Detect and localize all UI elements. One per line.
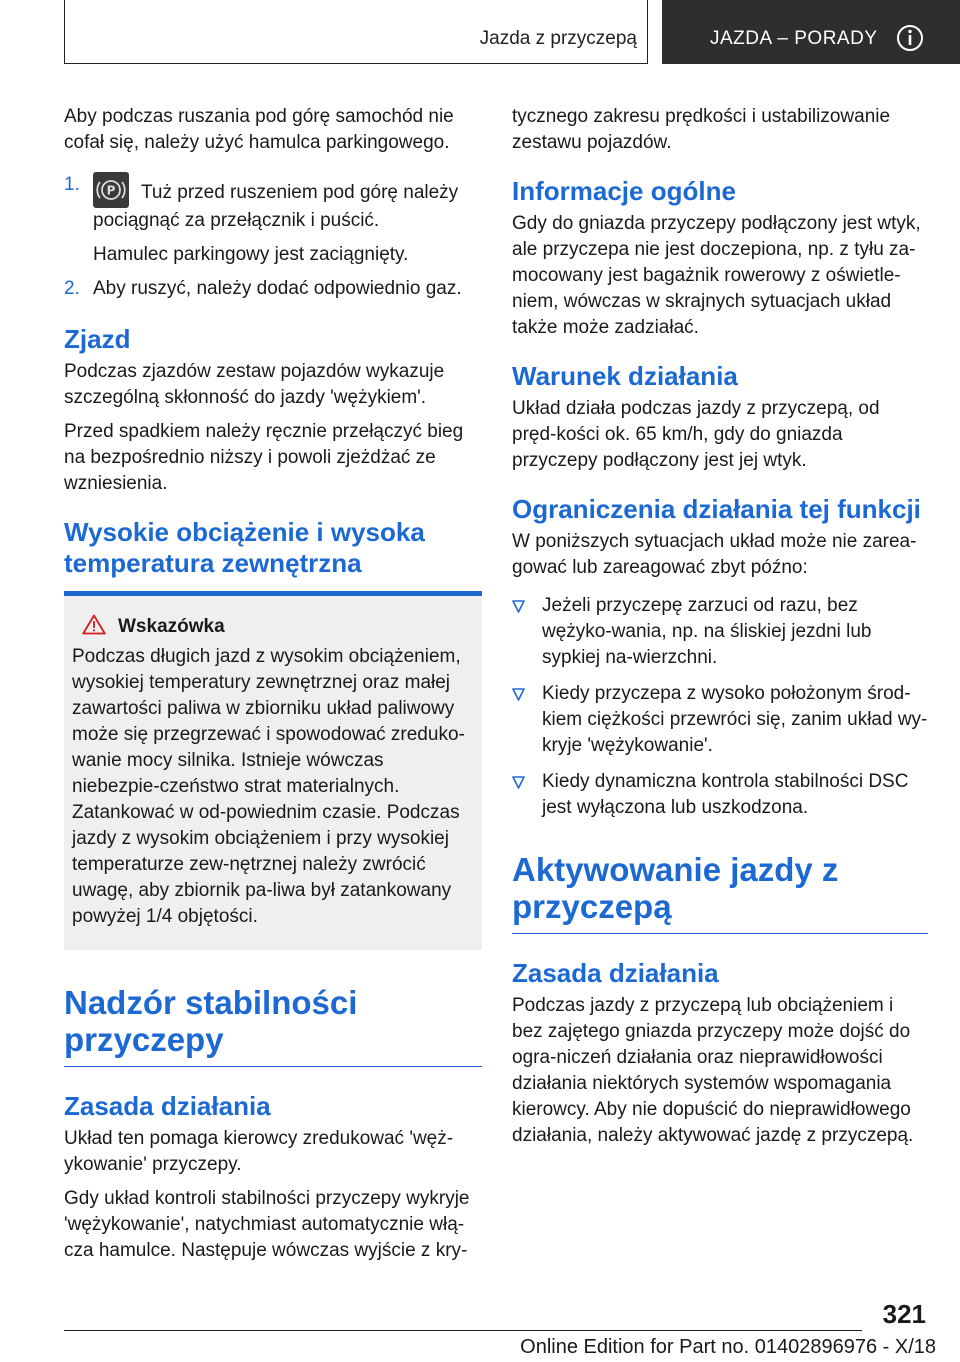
header-chapter-title: JAZDA – PORADY bbox=[710, 28, 878, 49]
list-item bbox=[512, 769, 928, 821]
info-icon bbox=[896, 24, 924, 52]
step-text: Tuż przed ruszeniem pod górę należy pociągnąć za przełącznik i puścić. bbox=[93, 182, 459, 231]
list-item-text: Kiedy dynamiczna kontrola stabilności DSC jest wyłączona lub uszkodzona. bbox=[542, 771, 909, 818]
header-box bbox=[64, 0, 648, 64]
warning-triangle-icon bbox=[82, 614, 106, 635]
header-section-title: Jazda z przyczepą bbox=[479, 28, 637, 49]
step-number: 2. bbox=[64, 278, 80, 299]
heading-stability: Nadzór stabilności przyczepy bbox=[64, 984, 482, 1067]
list-item bbox=[512, 593, 928, 671]
left-column bbox=[64, 104, 482, 1272]
list-item-text: Jeżeli przyczepę zarzuci od razu, bez wężyko-wania, np. na śliskiej jezdni lub sypkiej na-wierzchni. bbox=[542, 595, 872, 668]
principle-paragraph-2: Gdy układ kontroli stabilności przyczepy wykryje 'wężykowanie', natychmiast automatycznie włą-cza hamulce. Następuje wówczas wyjście z kry- bbox=[64, 1188, 470, 1261]
list-item bbox=[512, 681, 928, 759]
heading-general: Informacje ogólne bbox=[512, 176, 736, 206]
note-title: Wskazówka bbox=[118, 616, 225, 637]
warning-note bbox=[64, 596, 482, 950]
footer-divider bbox=[64, 1330, 862, 1331]
intro-paragraph: Aby podczas ruszania pod górę samochód nie cofał się, należy użyć hamulca parkingowego. bbox=[64, 106, 454, 153]
right-column bbox=[512, 104, 928, 1157]
triangle-bullet-icon bbox=[512, 600, 525, 613]
step-number: 1. bbox=[64, 174, 80, 195]
condition-paragraph: Układ działa podczas jazdy z przyczepą, od pręd-kości ok. 65 km/h, gdy do gniazda przyczepy podłączony jest jej wtyk. bbox=[512, 398, 880, 471]
heading-limits: Ograniczenia działania tej funkcji bbox=[512, 494, 921, 524]
triangle-bullet-icon bbox=[512, 776, 525, 789]
heading-high-load: Wysokie obciążenie i wysoka temperatura zewnętrzna bbox=[64, 517, 482, 596]
step-1-result: Hamulec parkingowy jest zaciągnięty. bbox=[93, 244, 409, 265]
zjazd-paragraph-1: Podczas zjazdów zestaw pojazdów wykazuje szczególną skłonność do jazdy 'wężykiem'. bbox=[64, 361, 445, 408]
step-text: Aby ruszyć, należy dodać odpowiednio gaz. bbox=[93, 278, 462, 299]
limits-paragraph: W poniższych sytuacjach układ może nie zarea-gować lub zareagować zbyt późno: bbox=[512, 531, 917, 578]
step-1 bbox=[64, 172, 482, 234]
heading-activate-trailer: Aktywowanie jazdy z przyczepą bbox=[512, 851, 928, 934]
svg-text:P: P bbox=[106, 183, 116, 198]
header-chapter-tab bbox=[662, 0, 960, 64]
note-header bbox=[72, 614, 474, 640]
general-paragraph: Gdy do gniazda przyczepy podłączony jest wtyk, ale przyczepa nie jest doczepiona, np. z tyłu za-mocowany jest bagażnik rowerowy z oświetle-niem, wówczas w skrajnych sytuacjach układ także może zadziałać. bbox=[512, 213, 921, 338]
list-item-text: Kiedy przyczepa z wysoko położonym środ-kiem ciężkości przewróci się, zanim układ wy-kryje 'wężykowanie'. bbox=[542, 683, 928, 756]
heading-principle-2: Zasada działania bbox=[512, 958, 719, 988]
note-text: Podczas długich jazd z wysokim obciążeniem, wysokiej temperatury zewnętrznej oraz małej zawartości paliwa w zbiorniku układ paliwowy może się przegrzewać i spowodować zreduko-wanie mocy silnika. Istnieje wówczas niebezpie-czeństwo strat materialnych. Zatankować w od-powiednim czasie. Podczas jazdy z wysokim obciążeniem i przy wysokiej temperaturze zew-nętrznej należy zwrócić uwagę, aby zbiornik pa-liwa był zatankowany powyżej 1/4 objętości. bbox=[72, 646, 465, 927]
triangle-bullet-icon bbox=[512, 688, 525, 701]
heading-zjazd: Zjazd bbox=[64, 324, 131, 354]
principle-paragraph-1: Układ ten pomaga kierowcy zredukować 'węż-ykowanie' przyczepy. bbox=[64, 1128, 454, 1175]
footer-edition: Online Edition for Part no. 01402896976 - X/18 bbox=[520, 1336, 936, 1358]
page-number: 321 bbox=[882, 1299, 926, 1329]
continued-paragraph: tycznego zakresu prędkości i ustabilizowanie zestawu pojazdów. bbox=[512, 106, 891, 153]
step-2 bbox=[64, 276, 482, 302]
principle-2-paragraph: Podczas jazdy z przyczepą lub obciążeniem i bez zajętego gniazda przyczepy może dojść do ogra-niczeń działania oraz nieprawidłowości działania niektórych systemów wspomagania kierowcy. Aby nie dopuścić do nieprawidłowego działania, należy aktywować jazdę z przyczepą. bbox=[512, 995, 914, 1146]
zjazd-paragraph-2: Przed spadkiem należy ręcznie przełączyć bieg na bezpośrednio niższy i powoli zjeżdżać ze wzniesienia. bbox=[64, 421, 464, 494]
heading-principle: Zasada działania bbox=[64, 1091, 271, 1121]
heading-condition: Warunek działania bbox=[512, 361, 738, 391]
parking-brake-icon bbox=[93, 172, 129, 208]
